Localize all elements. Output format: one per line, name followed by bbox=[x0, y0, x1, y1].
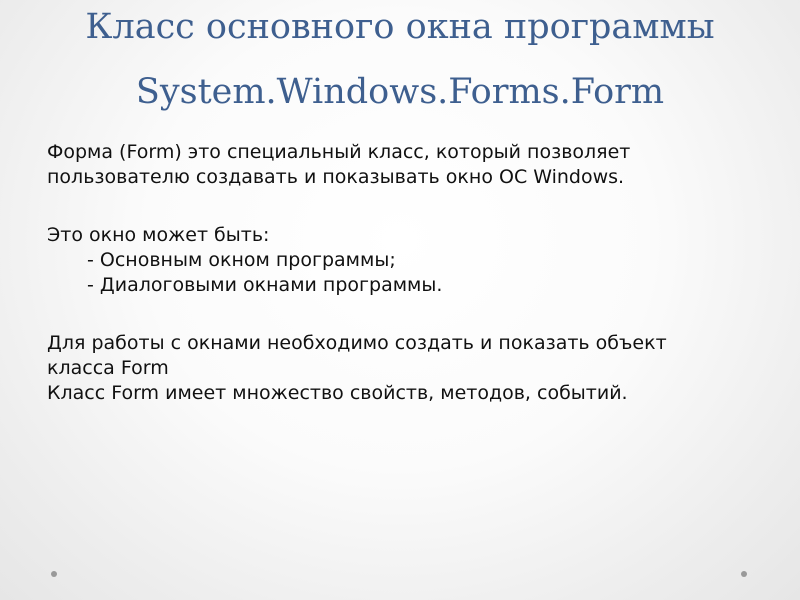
slide-title-line-2: System.Windows.Forms.Form bbox=[135, 72, 665, 112]
list-item-dialog-windows: - Диалоговыми окнами программы. bbox=[87, 274, 443, 296]
dot-icon bbox=[741, 571, 747, 577]
paragraph-2-intro: Это окно может быть: bbox=[47, 224, 270, 246]
paragraph-3-line-2: класса Form bbox=[47, 357, 169, 379]
list-item-main-window: - Основным окном программы; bbox=[87, 249, 396, 271]
paragraph-1-line-1: Форма (Form) это специальный класс, который позволяет bbox=[47, 141, 631, 163]
paragraph-4: Класс Form имеет множество свойств, методов, событий. bbox=[47, 382, 628, 404]
spacer bbox=[47, 298, 747, 331]
slide-body bbox=[47, 140, 747, 406]
paragraph-3-line-1: Для работы с окнами необходимо создать и показать объект bbox=[47, 332, 667, 354]
dot-icon bbox=[51, 571, 57, 577]
paragraph-1-line-2: пользователю создавать и показывать окно ОС Windows. bbox=[47, 166, 625, 188]
spacer bbox=[47, 190, 747, 223]
slide-title-line-1: Класс основного окна программы bbox=[85, 7, 715, 47]
